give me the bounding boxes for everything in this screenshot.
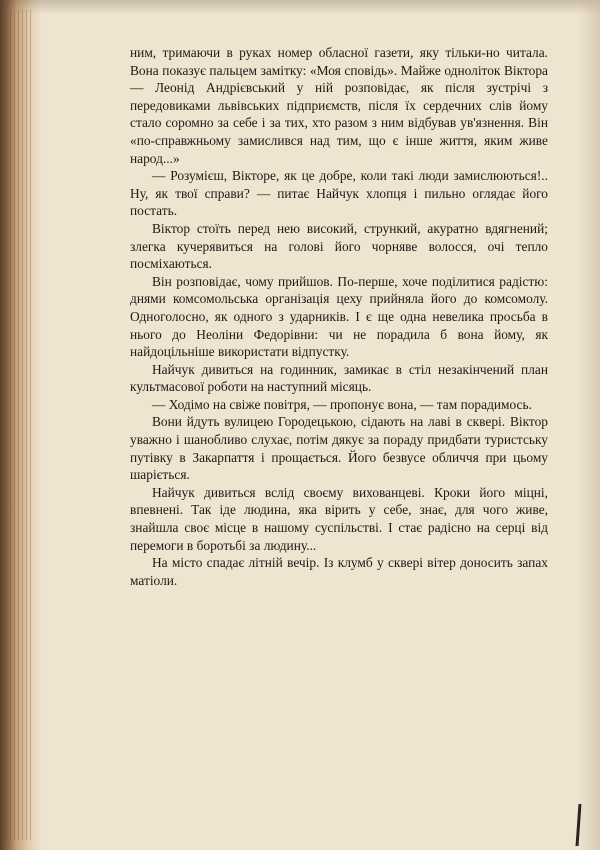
paragraph-dialogue: — Розумієш, Вікторе, як це добре, коли такі люди замислюються!.. Ну, як твої справи? — питає Найчук хлопця і пильно оглядає його постать.	[130, 168, 548, 219]
book-spine	[0, 0, 42, 850]
text-block	[130, 44, 548, 589]
paragraph-final: На місто спадає літній вечір. Із клумб у сквері вітер доносить запах матіоли.	[130, 555, 548, 588]
paragraph-dialogue: — Ходімо на свіже повітря, — пропонує вона, — там порадимось.	[152, 396, 532, 412]
right-page-edge	[578, 0, 600, 850]
paragraph: Найчук дивиться вслід своєму вихованцеві. Кроки його міцні, впевнені. Так іде людина, яка вірить у себе, знає, для чого живе, знайшла своє місце в нашому суспільстві. І стає радісно на серці від перемоги в боротьбі за людину...	[130, 484, 548, 553]
paragraph: Віктор стоїть перед нею високий, стрункий, акуратно вдягнений; злегка кучерявиться на голові його чорняве волосся, очі тепло посміхаються.	[130, 220, 548, 272]
paragraph: Найчук дивиться на годинник, замикає в стіл незакінчений план культмасової роботи на наступний місяць.	[130, 361, 548, 395]
page-edges	[6, 10, 32, 840]
paragraph: Вони йдуть вулицею Городецькою, сідають на лаві в сквері. Віктор уважно і шанобливо слухає, потім дякує за пораду придбати туристську путівку в Закарпаття і прощається. Його безвусе обличчя при цьому шаріється.	[130, 414, 548, 483]
top-shadow	[0, 0, 600, 14]
paragraph-continued: ним, тримаючи в руках номер обласної газети, яку тільки-но читала. Вона показує пальцем замітку: «Моя сповідь». Майже одноліток Віктора — Леонід Андрієвський у ній розповідає, як після зустрічі з передовиками львівських підприємств, після їх сердечних слів йому стало соромно за себе і за тих, хто разом з ним відбував ув'язнення. Він «по-справжньому замислився над тим, що є інше життя, яким живе народ...»	[130, 45, 548, 166]
paragraph: Він розповідає, чому прийшов. По-перше, хоче поділитися радістю: днями комсомольська організація цеху прийняла його до комсомолу. Одноголосно, як одного з ударників. І є ще одна невелика просьба в нього до Неоліни Федорівни: чи не порадила б вона йому, як найдоцільніше використати відпустку.	[130, 273, 548, 360]
